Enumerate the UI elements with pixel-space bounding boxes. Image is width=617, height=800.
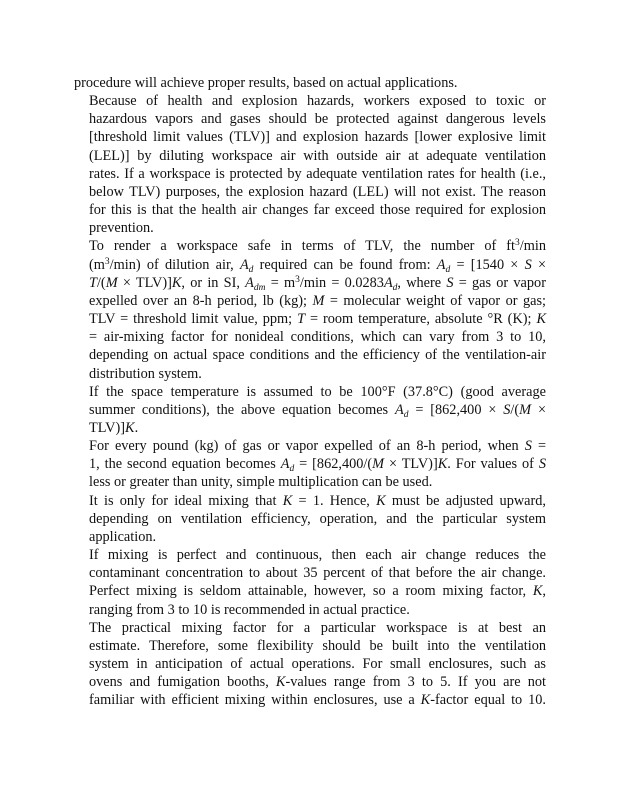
paragraph-1: procedure will achieve proper results, based on actual applications. [74, 75, 458, 91]
paragraph-5: For every pound (kg) of gas or vapor expelled of an 8-h period, when S = 1, the second equation becomes $A_d = [862,400/(M \times TLV)]K$. For values of S less or greater than unity, simple multiplication can be used. [89, 438, 547, 491]
paragraph-4: If the space temperature is assumed to be 100°F (37.8°C) (good average summer conditions), the above equation becomes $A_d = [862,400 \times S/(M$ × TLV)]K. [89, 383, 547, 436]
paragraph-3: To render a workspace safe in terms of TLV, the number of $ft^3/\min$ $(m^3/\min)$ of dilution air, $A_d$ required can be found from: $A_d = [1540 \times S$ × T/(M × TLV)]K, or in SI, $A_{dm} = m^3/\min = 0.0283A_d$, where S = gas or vapor expelled over an 8-h period, lb (kg); M = molecular weight of vapor or gas; TLV = threshold limit value, ppm; T = room temperature, absolute °R (K); K = air-mixing factor for nonideal conditions, which can vary from 3 to 10, depending on actual space conditions and the efficiency of the ventilation-air distribution system. [89, 238, 547, 382]
paragraph-2: Because of health and explosion hazards, workers exposed to toxic or hazardous vapors and gases should be protected against dangerous levels [threshold limit values (TLV)] and explosion hazards [lower explosive limit (LEL)] by diluting workspace air with outside air at adequate ventilation rates. If a workspace is protected by adequate ventilation rates for health (i.e., below TLV) purposes, the explosion hazard (LEL) will not exist. The reason for this is that the health air changes far exceed those required for explosion prevention. [89, 93, 546, 237]
body-text [74, 74, 546, 709]
paragraph-8: The practical mixing factor for a particular workspace is at best an estimate. Therefore, some flexibility should be built into the ventilation system in anticipation of actual operations. For small enclosures, such as ovens and fumigation booths, K-values range from 3 to 5. If you are not familiar with efficient mixing within enclosures, use a K-factor equal to 10. [89, 619, 546, 709]
paragraph-7: If mixing is perfect and continuous, then each air change reduces the contaminant concentration to about 35 percent of that before the air change. Perfect mixing is seldom attainable, however, so a room mixing factor, K, ranging from 3 to 10 is recommended in actual practice. [89, 547, 546, 618]
paragraph-6: It is only for ideal mixing that K = 1. Hence, K must be adjusted upward, depending on ventilation efficiency, operation, and the particular system application. [89, 492, 547, 545]
